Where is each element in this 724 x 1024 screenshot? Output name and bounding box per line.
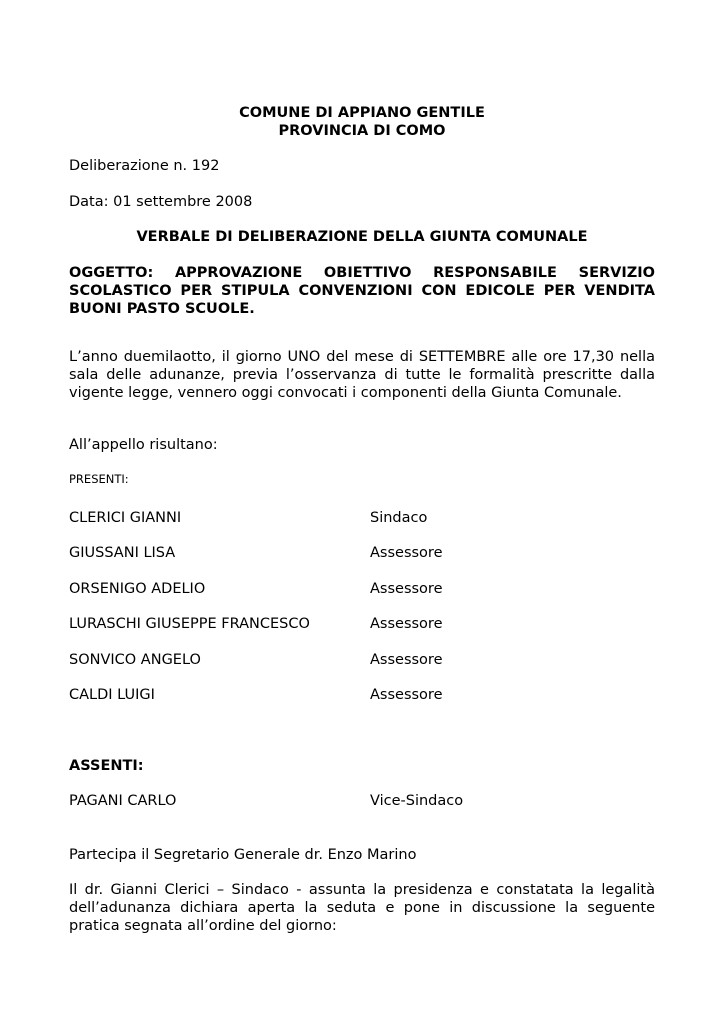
member-name: GIUSSANI LISA bbox=[69, 545, 176, 561]
deliberazione-date: Data: 01 settembre 2008 bbox=[69, 194, 253, 210]
member-role: Assessore bbox=[370, 687, 443, 703]
member-name: CALDI LUIGI bbox=[69, 687, 155, 703]
segretario-line: Partecipa il Segretario Generale dr. Enzo Marino bbox=[69, 847, 417, 863]
presenti-label: PRESENTI: bbox=[69, 472, 129, 486]
member-name: SONVICO ANGELO bbox=[69, 652, 201, 668]
comune-heading: COMUNE DI APPIANO GENTILE bbox=[239, 105, 485, 121]
deliberazione-number: Deliberazione n. 192 bbox=[69, 158, 220, 174]
member-name: LURASCHI GIUSEPPE FRANCESCO bbox=[69, 616, 310, 632]
member-role: Sindaco bbox=[370, 510, 428, 526]
appello-line: All’appello risultano: bbox=[69, 437, 218, 453]
member-role: Assessore bbox=[370, 581, 443, 597]
member-role: Assessore bbox=[370, 652, 443, 668]
member-name: PAGANI CARLO bbox=[69, 793, 177, 809]
member-name: CLERICI GIANNI bbox=[69, 510, 182, 526]
closing-paragraph: Il dr. Gianni Clerici – Sindaco - assunta la presidenza e constatata la legalità dell’adunanza dichiara aperta la seduta e pone in discussione la seguente pratica segnata all’ordine del giorno: bbox=[69, 882, 655, 934]
intro-paragraph: L’anno duemilaotto, il giorno UNO del mese di SETTEMBRE alle ore 17,30 nella sala delle adunanze, previa l’osservanza di tutte le formalità prescritte dalla vigente legge, vennero oggi convocati i componenti della Giunta Comunale. bbox=[69, 349, 655, 401]
verbale-title: VERBALE DI DELIBERAZIONE DELLA GIUNTA COMUNALE bbox=[136, 229, 588, 245]
member-role: Assessore bbox=[370, 616, 443, 632]
oggetto-paragraph: OGGETTO: APPROVAZIONE OBIETTIVO RESPONSABILE SERVIZIO SCOLASTICO PER STIPULA CONVENZIONI CON EDICOLE PER VENDITA BUONI PASTO SCUOLE. bbox=[69, 265, 655, 317]
provincia-heading: PROVINCIA DI COMO bbox=[278, 123, 446, 139]
assenti-label: ASSENTI: bbox=[69, 758, 144, 774]
member-role: Assessore bbox=[370, 545, 443, 561]
member-name: ORSENIGO ADELIO bbox=[69, 581, 206, 597]
member-role: Vice-Sindaco bbox=[370, 793, 464, 809]
